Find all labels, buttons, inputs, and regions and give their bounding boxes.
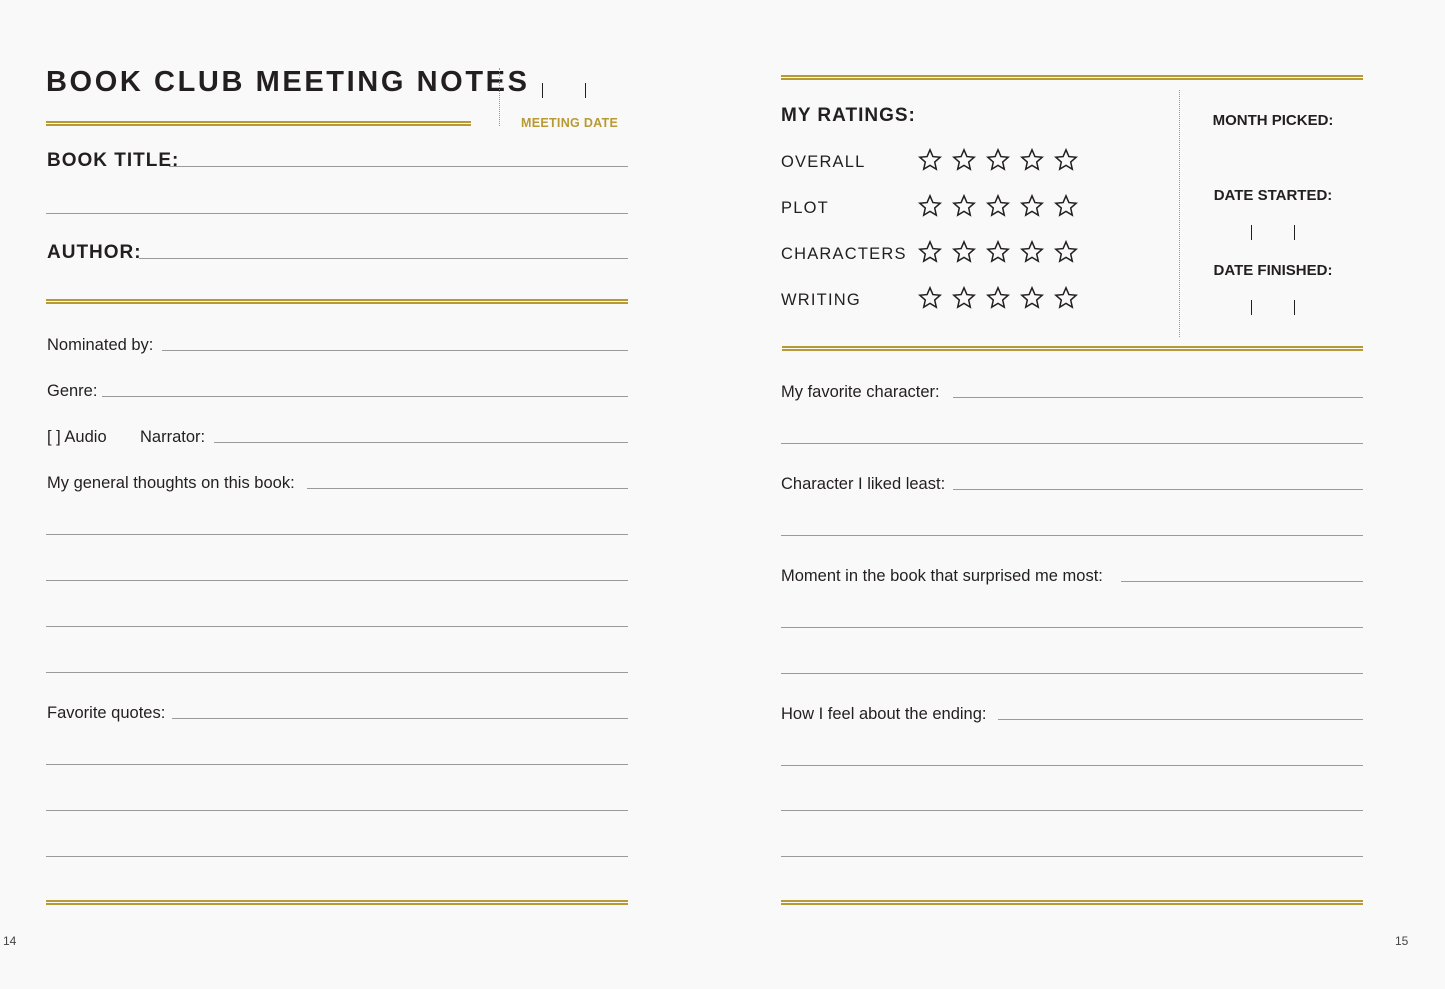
star-outline-icon[interactable]: [918, 240, 942, 264]
least-liked-character-line[interactable]: [953, 489, 1363, 490]
rating-stars-characters[interactable]: [918, 240, 1078, 264]
meeting-date-separator: [499, 68, 500, 126]
book-title-line[interactable]: [169, 166, 628, 167]
ratings-heading: MY RATINGS:: [781, 105, 916, 126]
star-outline-icon[interactable]: [952, 240, 976, 264]
star-outline-icon[interactable]: [918, 194, 942, 218]
rating-label-plot: PLOT: [781, 199, 829, 217]
surprising-moment-line[interactable]: [1121, 581, 1363, 582]
general-thoughts-line-4[interactable]: [46, 626, 628, 627]
star-outline-icon[interactable]: [1020, 148, 1044, 172]
page-number-left: 14: [3, 934, 17, 948]
star-outline-icon[interactable]: [1054, 194, 1078, 218]
surprising-moment-line-3[interactable]: [781, 673, 1363, 674]
star-outline-icon[interactable]: [918, 148, 942, 172]
right-top-divider: [781, 75, 1363, 80]
month-picked-label: MONTH PICKED:: [1212, 112, 1334, 129]
ending-feelings-line-4[interactable]: [781, 856, 1363, 857]
ending-feelings-label: How I feel about the ending:: [781, 705, 987, 723]
least-liked-character-label: Character I liked least:: [781, 475, 946, 493]
genre-line[interactable]: [102, 396, 628, 397]
general-thoughts-line[interactable]: [307, 488, 628, 489]
left-bottom-divider: [46, 900, 628, 905]
ratings-dates-separator: [1179, 90, 1180, 337]
ending-feelings-line-2[interactable]: [781, 765, 1363, 766]
ending-feelings-line-3[interactable]: [781, 810, 1363, 811]
star-outline-icon[interactable]: [1020, 194, 1044, 218]
date-finished-tick-1: [1251, 300, 1252, 315]
narrator-label: Narrator:: [140, 428, 206, 446]
date-finished-tick-2: [1294, 300, 1295, 315]
favorite-quotes-line-3[interactable]: [46, 810, 628, 811]
rating-label-writing: WRITING: [781, 291, 861, 309]
right-section-divider: [782, 346, 1363, 351]
meeting-date-tick-2: [585, 83, 586, 98]
rating-stars-overall[interactable]: [918, 148, 1078, 172]
page-title: BOOK CLUB MEETING NOTES: [46, 66, 530, 98]
star-outline-icon[interactable]: [986, 194, 1010, 218]
rating-label-characters: CHARACTERS: [781, 245, 907, 263]
nominated-by-label: Nominated by:: [47, 336, 154, 354]
favorite-quotes-label: Favorite quotes:: [47, 704, 166, 722]
date-started-label: DATE STARTED:: [1213, 187, 1333, 204]
genre-label: Genre:: [47, 382, 98, 400]
star-outline-icon[interactable]: [1054, 148, 1078, 172]
star-outline-icon[interactable]: [986, 240, 1010, 264]
favorite-character-label: My favorite character:: [781, 383, 940, 401]
favorite-quotes-line-4[interactable]: [46, 856, 628, 857]
rating-stars-plot[interactable]: [918, 194, 1078, 218]
star-outline-icon[interactable]: [1054, 240, 1078, 264]
favorite-quotes-line[interactable]: [172, 718, 628, 719]
rating-stars-writing[interactable]: [918, 286, 1078, 310]
favorite-character-line-2[interactable]: [781, 443, 1363, 444]
star-outline-icon[interactable]: [952, 148, 976, 172]
rating-label-overall: OVERALL: [781, 153, 866, 171]
general-thoughts-line-2[interactable]: [46, 534, 628, 535]
meeting-date-label: MEETING DATE: [521, 116, 619, 130]
page-number-right: 15: [1395, 934, 1409, 948]
ending-feelings-line[interactable]: [998, 719, 1363, 720]
date-started-tick-2: [1294, 225, 1295, 240]
favorite-character-line[interactable]: [953, 397, 1363, 398]
general-thoughts-line-5[interactable]: [46, 672, 628, 673]
book-title-label: BOOK TITLE:: [47, 150, 180, 171]
least-liked-character-line-2[interactable]: [781, 535, 1363, 536]
nominated-by-line[interactable]: [162, 350, 628, 351]
audio-checkbox-label[interactable]: [ ] Audio: [47, 428, 107, 446]
star-outline-icon[interactable]: [1054, 286, 1078, 310]
date-started-tick-1: [1251, 225, 1252, 240]
general-thoughts-line-3[interactable]: [46, 580, 628, 581]
book-title-line-2[interactable]: [46, 213, 628, 214]
star-outline-icon[interactable]: [1020, 240, 1044, 264]
star-outline-icon[interactable]: [918, 286, 942, 310]
surprising-moment-label: Moment in the book that surprised me most:: [781, 567, 1103, 585]
surprising-moment-line-2[interactable]: [781, 627, 1363, 628]
narrator-line[interactable]: [214, 442, 628, 443]
favorite-quotes-line-2[interactable]: [46, 764, 628, 765]
author-line[interactable]: [139, 258, 628, 259]
star-outline-icon[interactable]: [952, 286, 976, 310]
general-thoughts-label: My general thoughts on this book:: [47, 474, 295, 492]
author-label: AUTHOR:: [47, 242, 142, 263]
title-underline-divider: [46, 121, 471, 126]
meeting-date-tick-1: [542, 83, 543, 98]
star-outline-icon[interactable]: [986, 286, 1010, 310]
star-outline-icon[interactable]: [1020, 286, 1044, 310]
left-section-divider: [46, 299, 628, 304]
star-outline-icon[interactable]: [952, 194, 976, 218]
date-finished-label: DATE FINISHED:: [1213, 262, 1333, 279]
star-outline-icon[interactable]: [986, 148, 1010, 172]
right-bottom-divider: [781, 900, 1363, 905]
